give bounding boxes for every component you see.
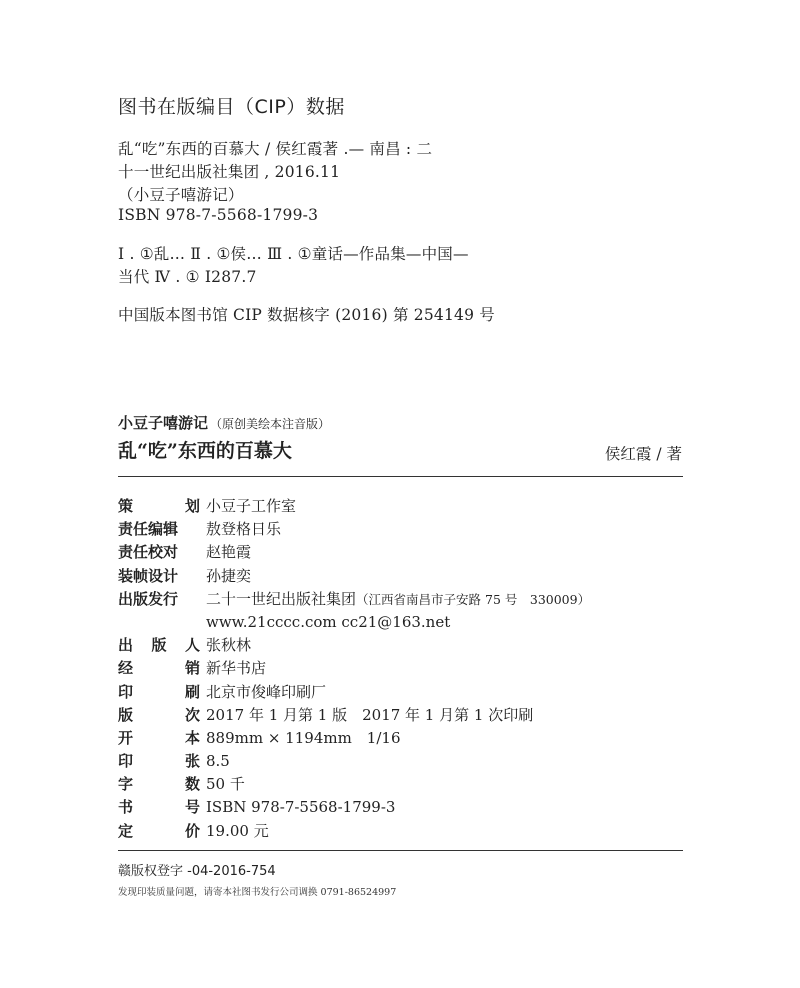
quality-notice: 发现印装质量问题，请寄本社图书发行公司调换 0791-86524997	[118, 887, 397, 898]
credit-value-text: 19.00 元	[206, 821, 269, 840]
credit-label-part: 书	[118, 798, 134, 817]
credit-label-part: 出	[118, 636, 134, 655]
credit-label-part: 价	[184, 821, 200, 840]
credit-label	[118, 796, 200, 819]
credit-label	[118, 588, 200, 611]
cip-line: 乱“吃”东西的百慕大 / 侯红霞著 .— 南昌 : 二	[118, 140, 433, 158]
credit-row	[118, 541, 683, 564]
credit-label-part: 装帧设计	[118, 566, 179, 585]
credit-value-text: ISBN 978-7-5568-1799-3	[206, 798, 396, 817]
credit-value-text: www.21cccc.com cc21@163.net	[206, 612, 451, 631]
credit-row	[118, 773, 683, 796]
credit-value-text: 赵艳霞	[206, 543, 252, 562]
credit-value-text: 8.5	[206, 752, 230, 771]
credit-label-part: 张	[184, 752, 200, 771]
credit-row	[118, 611, 683, 634]
credit-label-part: 版	[151, 636, 167, 655]
credit-label	[118, 541, 200, 564]
credit-label-part: 人	[184, 636, 200, 655]
credit-value	[206, 773, 245, 796]
credit-value-text: 2017 年 1 月第 1 版 2017 年 1 月第 1 次印刷	[206, 705, 534, 724]
credit-value	[206, 657, 266, 680]
credit-label-part: 出版发行	[118, 589, 179, 608]
credit-row	[118, 681, 683, 704]
credit-label-part: 划	[184, 497, 200, 515]
series-line	[118, 412, 330, 433]
credit-value-text: 孙捷奕	[206, 566, 252, 585]
credit-value	[206, 727, 401, 750]
credit-value	[206, 541, 251, 564]
credit-label	[118, 820, 200, 843]
divider	[118, 850, 683, 851]
credit-value-text: 50 千	[206, 775, 245, 794]
credit-row	[118, 634, 683, 657]
cip-isbn: ISBN 978-7-5568-1799-3	[118, 206, 319, 224]
credit-row	[118, 565, 683, 588]
credit-label-part: 销	[184, 659, 200, 678]
credit-label-part: 次	[184, 705, 200, 724]
credit-label	[118, 495, 200, 518]
credit-label	[118, 611, 200, 634]
credit-label-part: 本	[184, 728, 200, 747]
credit-label-part: 印	[118, 752, 134, 771]
credit-value-text: 张秋林	[206, 636, 252, 655]
credit-value	[206, 820, 269, 843]
credit-label-part: 经	[118, 659, 134, 678]
cip-heading: 图书在版编目（CIP）数据	[118, 96, 345, 118]
credit-value-text: 小豆子工作室	[206, 497, 297, 515]
credit-value-text: 889mm × 1194mm 1/16	[206, 728, 401, 747]
credit-label-part: 号	[184, 798, 200, 817]
cip-record-number: 中国版本图书馆 CIP 数据核字 (2016) 第 254149 号	[118, 306, 495, 324]
credit-value	[206, 796, 395, 819]
credit-label-part: 版	[118, 705, 134, 724]
credit-value	[206, 634, 251, 657]
credit-row	[118, 704, 683, 727]
credit-value	[206, 518, 281, 541]
credit-label-part: 策	[118, 497, 134, 515]
credit-label-part: 责任校对	[118, 543, 179, 562]
credits-table	[118, 495, 683, 843]
credit-row	[118, 820, 683, 843]
cip-classification: Ⅰ . ①乱… Ⅱ . ①侯… Ⅲ . ①童话—作品集—中国—	[118, 245, 469, 263]
credit-value	[206, 495, 296, 518]
credit-row	[118, 495, 683, 518]
credit-row	[118, 796, 683, 819]
credit-value	[206, 681, 326, 704]
credit-value-text: 北京市俊峰印刷厂	[206, 682, 327, 701]
credit-label	[118, 565, 200, 588]
publisher-address: （江西省南昌市子安路 75 号 330009）	[356, 591, 591, 607]
credit-row	[118, 518, 683, 541]
credit-value	[206, 750, 230, 773]
credit-row	[118, 588, 683, 611]
credit-value	[206, 588, 590, 611]
credit-label	[118, 681, 200, 704]
book-author: 侯红霞 / 著	[604, 445, 682, 463]
credit-label-part: 定	[118, 821, 134, 840]
credit-label	[118, 518, 200, 541]
credit-value-text: 新华书店	[206, 659, 267, 678]
credit-label-part: 责任编辑	[118, 520, 179, 539]
credit-label-part: 印	[118, 682, 134, 701]
credit-row	[118, 727, 683, 750]
credit-value	[206, 565, 251, 588]
credit-label-part: 字	[118, 775, 134, 794]
credit-label	[118, 750, 200, 773]
divider	[118, 476, 683, 477]
cip-line: （小豆子嘻游记）	[118, 186, 244, 204]
credit-value-text: 二十一世纪出版社集团	[206, 589, 357, 608]
credit-value	[206, 611, 450, 634]
credit-label	[118, 634, 200, 657]
credit-label-part: 数	[184, 775, 200, 794]
credit-value-text: 敖登格日乐	[206, 520, 282, 539]
credit-row	[118, 657, 683, 680]
credit-label	[118, 727, 200, 750]
credit-label	[118, 657, 200, 680]
credit-label	[118, 773, 200, 796]
credit-value	[206, 704, 533, 727]
credit-label	[118, 704, 200, 727]
cip-line: 十一世纪出版社集团 , 2016.11	[118, 163, 341, 181]
copyright-registration: 赣版权登字 -04-2016-754	[118, 864, 276, 879]
credit-label-part: 开	[118, 728, 134, 747]
series-note: （原创美绘本注音版）	[210, 417, 331, 431]
credit-row	[118, 750, 683, 773]
series-name: 小豆子嘻游记	[118, 414, 209, 432]
cip-classification: 当代 Ⅳ . ① I287.7	[118, 268, 257, 286]
credit-label-part: 刷	[184, 682, 200, 701]
book-title: 乱“吃”东西的百慕大	[118, 440, 292, 462]
